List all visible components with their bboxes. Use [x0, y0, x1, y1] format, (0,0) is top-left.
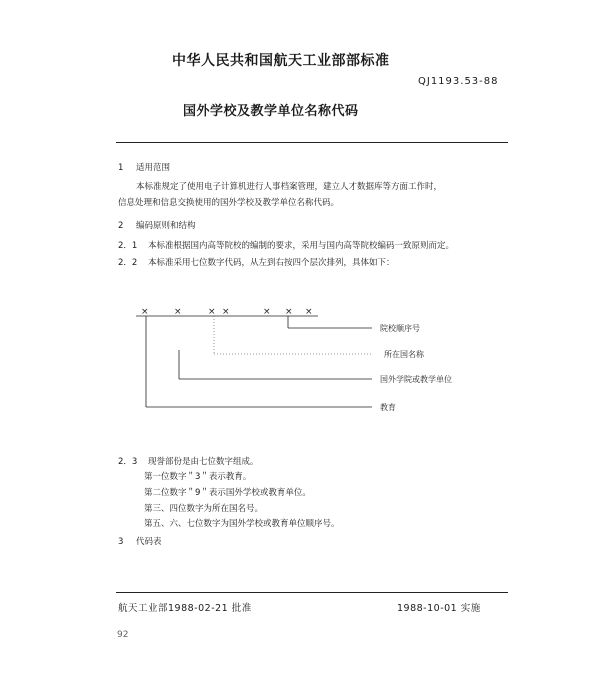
section-title: 适用范围 — [136, 163, 171, 173]
label-school-seq: 院校顺序号 — [380, 324, 420, 333]
clause-number: 2．3 — [118, 457, 138, 467]
clause-2-3-line-3: 第三、四位数字为所在国名号。 — [144, 504, 264, 514]
section-1-line-1: 本标准规定了使用电子计算机进行人事档案管理，建立人才数据库等方面工作时， — [136, 182, 443, 192]
clause-number: 2．2 — [118, 258, 138, 268]
section-1-line-2: 信息处理和信息交换使用的国外学校及教学单位名称代码。 — [118, 198, 340, 208]
label-unit: 国外学院或教学单位 — [380, 375, 452, 384]
code-mark-6: × — [285, 307, 293, 317]
approval-date: 航天工业部1988-02-21 批准 — [118, 603, 252, 614]
section-number: 1 — [118, 163, 124, 173]
section-number: 3 — [118, 537, 124, 547]
clause-text: 现誉部份是由七位数字组成。 — [148, 457, 259, 467]
clause-2-3-line-2: 第二位数字＂9＂表示国外学校或教育单位。 — [144, 488, 311, 498]
section-title: 代码表 — [136, 537, 162, 547]
section-number: 2 — [118, 221, 124, 231]
standard-org-title: 中华人民共和国航天工业部部标准 — [172, 53, 390, 69]
clause-2-3-line-1: 第一位数字＂3＂表示教育。 — [144, 472, 252, 482]
label-education: 教育 — [380, 403, 396, 412]
code-mark-4: × — [222, 307, 230, 317]
page-number: 92 — [117, 630, 129, 640]
implementation-date: 1988-10-01 实施 — [397, 603, 481, 614]
code-mark-1: × — [141, 307, 149, 317]
label-country: 所在国名称 — [384, 350, 424, 359]
clause-text: 本标准采用七位数字代码，从左到右按四个层次排列，具体如下： — [148, 258, 395, 268]
clause-2-3-line-4: 第五、六、七位数字为国外学校或教育单位顺序号。 — [144, 519, 340, 529]
section-title: 编码原则和结构 — [136, 221, 196, 231]
document-title: 国外学校及教学单位名称代码 — [183, 104, 359, 119]
code-mark-3: × — [208, 307, 216, 317]
clause-number: 2．1 — [118, 241, 138, 251]
clause-2-3 — [118, 455, 259, 467]
section-3-heading — [118, 535, 162, 547]
code-mark-7: × — [305, 307, 313, 317]
standard-code: QJ1193.53-88 — [418, 76, 499, 87]
footer-divider — [116, 592, 508, 593]
clause-text: 本标准根据国内高等院校的编制的要求，采用与国内高等院校编码一致原则而定。 — [148, 241, 455, 251]
code-mark-2: × — [174, 307, 182, 317]
code-mark-5: × — [263, 307, 271, 317]
